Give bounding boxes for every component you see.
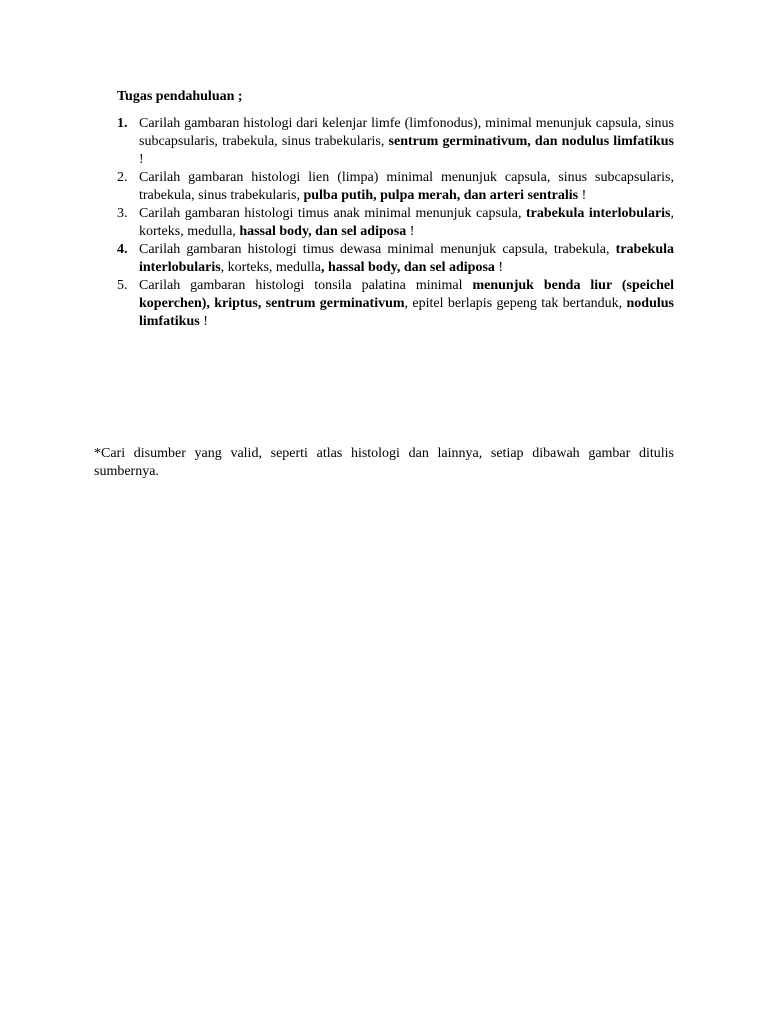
task-item-5 bbox=[117, 277, 674, 331]
task-text: Carilah gambaran histologi dari kelenjar limfe (limfonodus), minimal menunjuk capsula, sinus subcapsularis, trabekula, sinus trabekularis, sentrum germinativum, dan nodulus limfatikus ! bbox=[139, 116, 674, 167]
task-number: 2. bbox=[117, 170, 128, 185]
task-number: 5. bbox=[117, 278, 128, 293]
task-item-1 bbox=[117, 115, 674, 169]
task-number: 1. bbox=[117, 116, 128, 131]
task-item-2 bbox=[117, 169, 674, 205]
task-number: 4. bbox=[117, 242, 128, 257]
document-heading: Tugas pendahuluan ; bbox=[117, 89, 243, 104]
task-item-3 bbox=[117, 205, 674, 241]
task-item-4 bbox=[117, 241, 674, 277]
task-text: Carilah gambaran histologi lien (limpa) minimal menunjuk capsula, sinus subcapsularis, trabekula, sinus trabekularis, pulba putih, pulpa merah, dan arteri sentralis ! bbox=[139, 170, 674, 203]
task-text: Carilah gambaran histologi timus anak minimal menunjuk capsula, trabekula interlobularis, korteks, medulla, hassal body, dan sel adiposa ! bbox=[139, 206, 674, 239]
source-note: *Cari disumber yang valid, seperti atlas histologi dan lainnya, setiap dibawah gambar ditulis sumbernya. bbox=[94, 446, 674, 479]
task-text: Carilah gambaran histologi tonsila palatina minimal menunjuk benda liur (speichel koperchen), kriptus, sentrum germinativum, epitel berlapis gepeng tak bertanduk, nodulus limfatikus ! bbox=[139, 278, 674, 329]
task-text: Carilah gambaran histologi timus dewasa minimal menunjuk capsula, trabekula, trabekula interlobularis, korteks, medulla, hassal body, dan sel adiposa ! bbox=[139, 242, 674, 275]
task-number: 3. bbox=[117, 206, 128, 221]
task-list bbox=[117, 115, 674, 331]
